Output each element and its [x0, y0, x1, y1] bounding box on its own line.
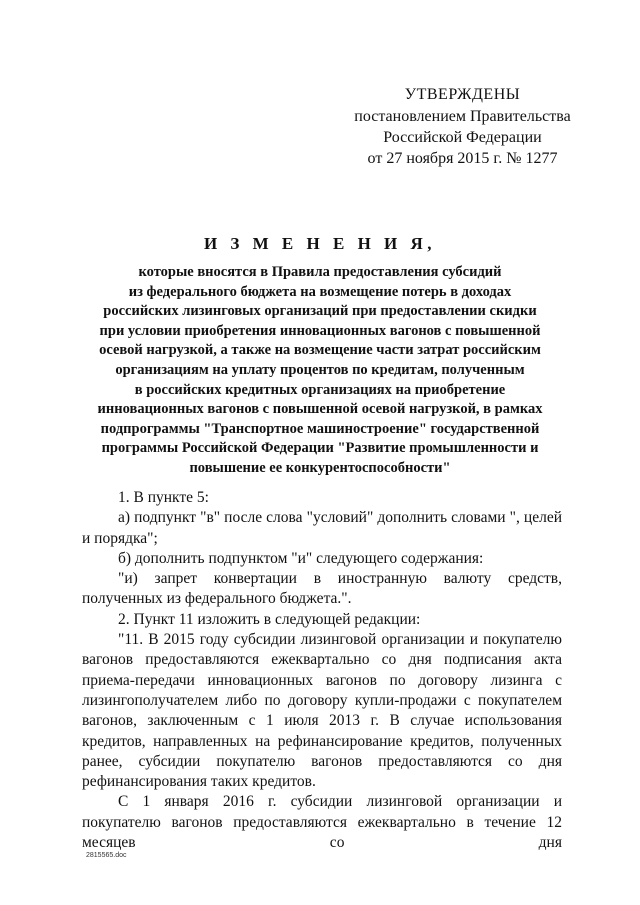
approval-title: УТВЕРЖДЕНЫ	[404, 86, 521, 103]
paragraph: "11. В 2015 году субсидии лизинговой организации и покупателю вагонов предоставляются ежеквартально со дня подписания акта приема-передачи инновационных вагонов по договору лизинга с лизингополучателем либо по договору купли-продажи с покупателем вагонов, заключенным с 1 июля 2013 г. В случае использования кредитов, направленных на рефинансирование кредитов, полученных ранее, субсидии покупателю вагонов предоставляются со дня рефинансирования таких кредитов.	[82, 631, 562, 791]
paragraph: б) дополнить подпунктом "и" следующего содержания:	[118, 549, 484, 567]
approval-date-line: от 27 ноября 2015 г. № 1277	[367, 150, 558, 167]
heading-title: И З М Е Н Е Н И Я,	[203, 234, 437, 253]
approval-line: постановлением Правительства	[354, 108, 571, 125]
paragraph: 2. Пункт 11 изложить в следующей редакции:	[118, 610, 421, 628]
heading-line: программы Российской Федерации "Развитие промышленности и	[101, 440, 539, 457]
paragraph: а) подпункт "в" после слова "условий" дополнить словами ", целей и порядка";	[82, 509, 562, 547]
paragraph: С 1 января 2016 г. субсидии лизинговой организации и покупателю вагонов предоставляются ежеквартально в течение 12 месяцев со дня	[82, 793, 562, 852]
heading-line: российских лизинговых организаций при предоставлении скидки	[103, 303, 537, 320]
document-file-id: 2815565.doc	[86, 852, 127, 859]
approval-block	[335, 84, 590, 169]
heading-line: в российских кредитных организациях на приобретение	[134, 381, 506, 398]
heading-line: которые вносятся в Правила предоставления субсидий	[138, 264, 502, 280]
heading-line: при условии приобретения инновационных вагонов с повышенной	[99, 322, 541, 339]
approval-line: Российской Федерации	[383, 129, 542, 146]
heading-line: инновационных вагонов с повышенной осевой нагрузкой, в рамках	[97, 401, 543, 418]
heading-line: осевой нагрузкой, а также на возмещение части затрат российским	[99, 342, 541, 359]
paragraph: "и) запрет конвертации в иностранную валюту средств, полученных из федерального бюджета.".	[82, 570, 562, 608]
document-body	[82, 488, 562, 853]
document-heading	[60, 233, 580, 479]
heading-line: из федерального бюджета на возмещение потерь в доходах	[128, 283, 512, 300]
paragraph: 1. В пункте 5:	[118, 489, 209, 506]
heading-line: подпрограммы "Транспортное машиностроение" государственной	[100, 420, 540, 437]
heading-line: организациям на уплату процентов по кредитам, полученным	[115, 361, 525, 378]
heading-line: повышение ее конкурентоспособности"	[189, 459, 451, 476]
